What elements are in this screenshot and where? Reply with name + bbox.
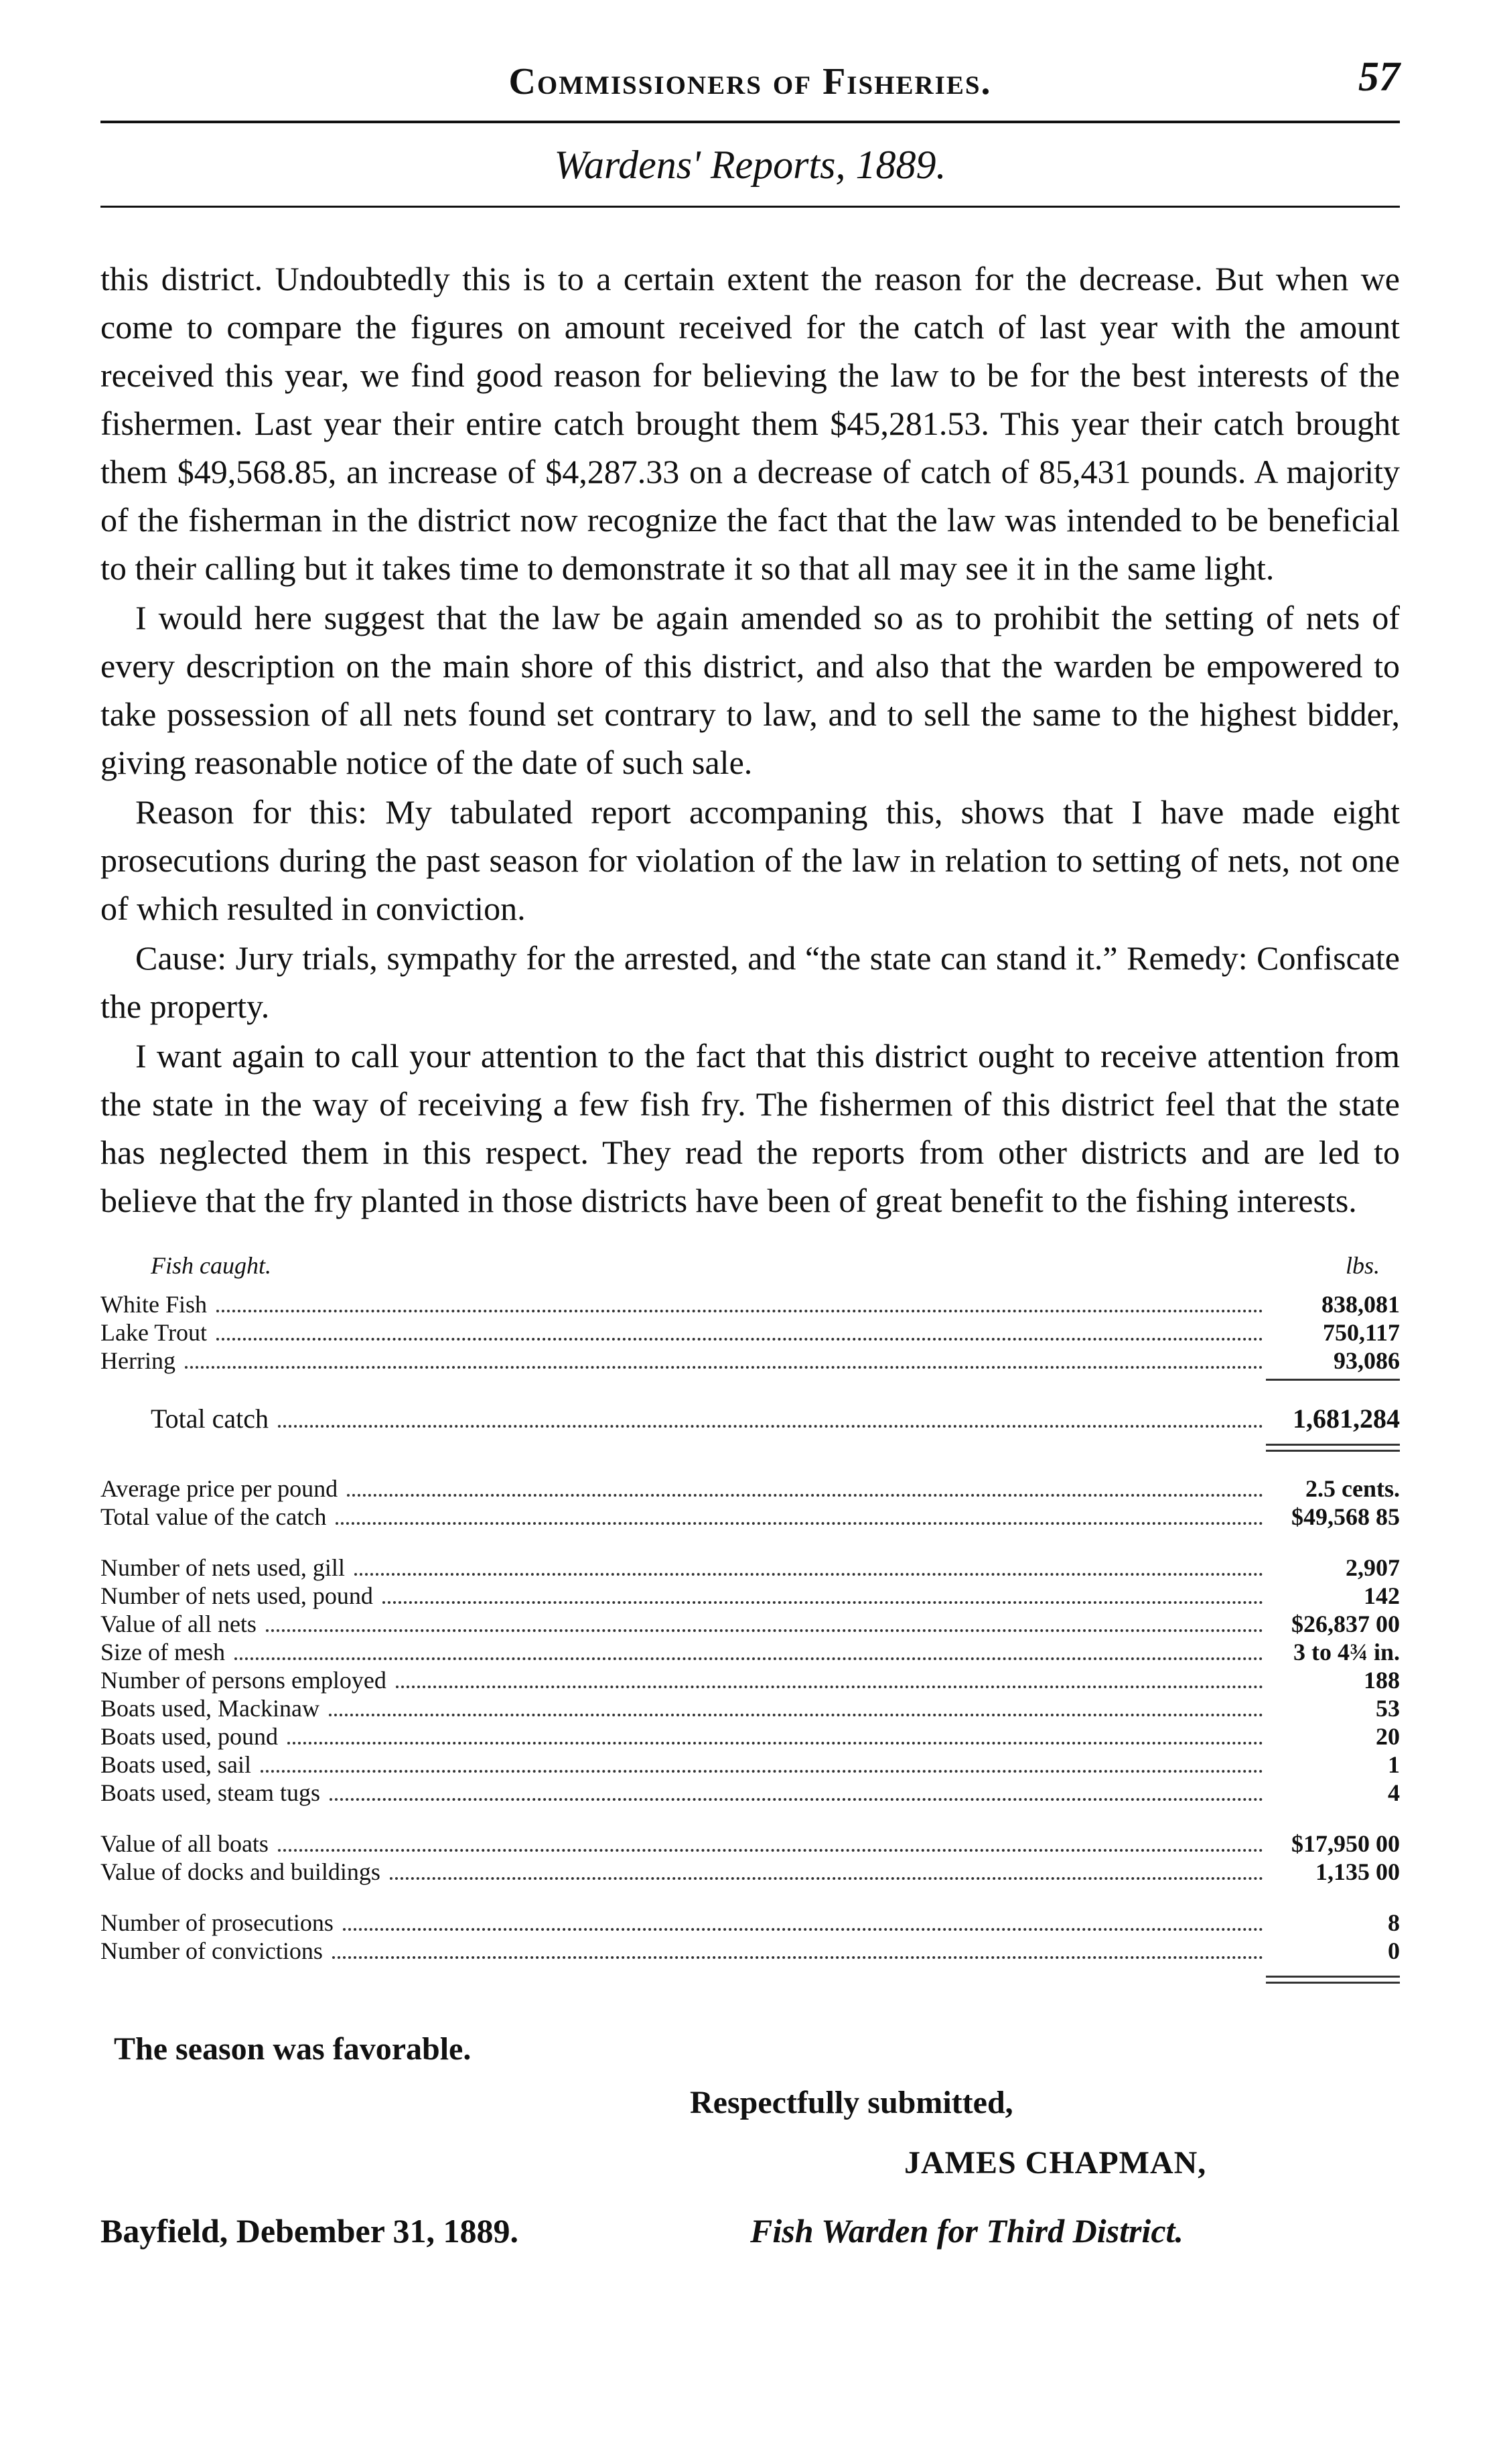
report-page [100, 40, 1400, 2278]
header-rule-bottom [100, 206, 1400, 208]
col-fish-caught: Fish caught. [151, 1252, 271, 1279]
section-subtitle: Wardens' Reports, 1889. [554, 143, 946, 187]
property-rows [100, 1830, 1400, 1886]
signer-title: Fish Warden for Third District. [750, 2212, 1184, 2250]
season-note: The season was favorable. [114, 2031, 472, 2067]
end-rule [1266, 1976, 1400, 1984]
statistics-table [100, 1251, 1400, 1984]
stat-row: Number of convictions 0 [100, 1937, 1400, 1964]
stat-row: Boats used, steam tugs 4 [100, 1779, 1400, 1806]
legal-rows [100, 1909, 1400, 1965]
paragraph-4: Cause: Jury trials, sympathy for the arrested, and “the state can stand it.” Remedy: Confiscate the property. [100, 939, 1400, 1025]
paragraph-3: Reason for this: My tabulated report accompaning this, shows that I have made eight prosecutions during the past season for violation of the law in relation to setting of nets, not one of which resulted in conviction. [100, 793, 1400, 927]
stat-row: Number of persons employed 188 [100, 1667, 1400, 1694]
respectfully-submitted: Respectfully submitted, [690, 2085, 1013, 2120]
stat-row: Average price per pound 2.5 cents. [100, 1475, 1400, 1502]
paragraph-5: I want again to call your attention to the fact that this district ought to receive attention from the state in the way of receiving a few fish fry. The fishermen of this district feel that the state has neglected them in this respect. They read the reports from other districts and are led to believe that the fry planted in those districts have been of great benefit to the fishing interests. [100, 1037, 1400, 1219]
paragraph-1: this district. Undoubtedly this is to a certain extent the reason for the decrease. But when we come to compare the figures on amount received for the catch of last year with the amount received this year, we find good reason for believing the law to be for the best interests of the fishermen. Last year their entire catch brought them $45,281.53. This year their catch brought them $49,568.85, an increase of $4,287.33 on a decrease of catch of 85,431 pounds. A majority of the fisherman in the district now recognize the fact that the law was intended to be beneficial to their calling but it takes time to demonstrate it so that all may see it in the same light. [100, 260, 1400, 587]
stat-row: Value of docks and buildings 1,135 00 [100, 1858, 1400, 1885]
report-body [100, 255, 1400, 1225]
equipment-rows [100, 1554, 1400, 1807]
double-rule [1266, 1444, 1400, 1452]
stat-row: Lake Trout 750,117 [100, 1319, 1400, 1346]
stat-row: Boats used, Mackinaw 53 [100, 1695, 1400, 1722]
dateline: Bayfield, Debember 31, 1889. [100, 2212, 519, 2250]
stat-row: Total value of the catch $49,568 85 [100, 1503, 1400, 1530]
running-header [100, 40, 1400, 121]
stat-row: Value of all nets $26,837 00 [100, 1611, 1400, 1637]
paragraph-2: I would here suggest that the law be again amended so as to prohibit the setting of nets of every description on the main shore of this district, and also that the warden be empowered to take possession of all nets found set contrary to law, and to sell the same to the highest bidder, giving reasonable notice of the date of such sale. [100, 599, 1400, 781]
stat-row: Boats used, sail 1 [100, 1751, 1400, 1778]
running-title: Commissioners of Fisheries. [508, 61, 992, 102]
total-catch-row: Total catch 1,681,284 [151, 1404, 1400, 1434]
signer-name: JAMES CHAPMAN, [904, 2145, 1207, 2181]
stat-row: White Fish 838,081 [100, 1291, 1400, 1318]
stat-row: Value of all boats $17,950 00 [100, 1830, 1400, 1857]
stat-row: Boats used, pound 20 [100, 1723, 1400, 1750]
stat-row: Size of mesh 3 to 4¾ in. [100, 1639, 1400, 1665]
page-number: 57 [1358, 54, 1400, 100]
col-lbs: lbs. [1345, 1252, 1380, 1279]
stat-row: Number of prosecutions 8 [100, 1909, 1400, 1936]
closing-block [100, 2010, 1400, 2278]
total-rule [1266, 1379, 1400, 1381]
stat-row: Herring 93,086 [100, 1347, 1400, 1374]
stat-row: Number of nets used, pound 142 [100, 1582, 1400, 1609]
catch-rows [100, 1290, 1400, 1375]
stats-header [100, 1251, 1400, 1280]
stat-row: Number of nets used, gill 2,907 [100, 1554, 1400, 1581]
price-rows [100, 1475, 1400, 1531]
